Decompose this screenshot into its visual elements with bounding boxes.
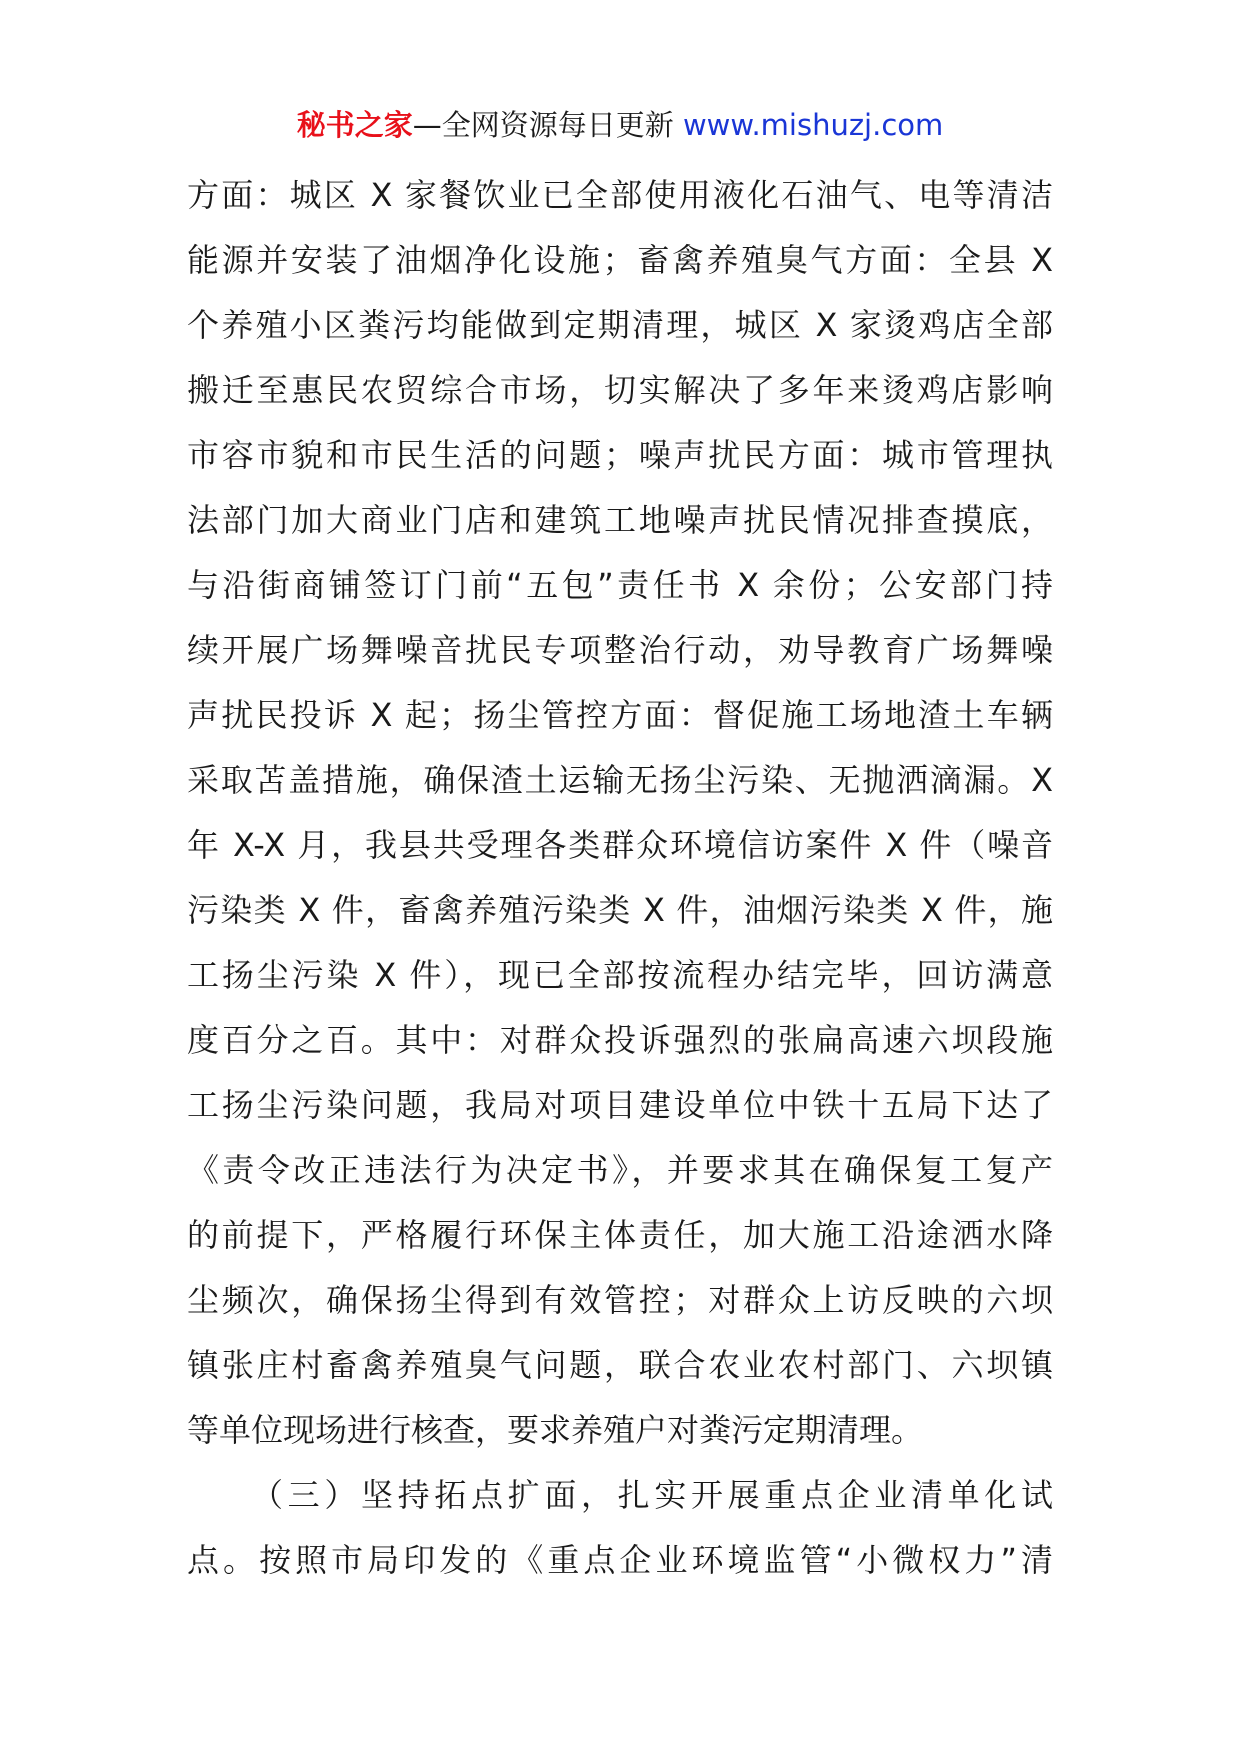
document-body (187, 163, 1053, 1593)
text-line: 方面：城区 X 家餐饮业已全部使用液化石油气、电等清洁 (187, 176, 1053, 214)
text-line: 法部门加大商业门店和建筑工地噪声扰民情况排查摸底， (187, 501, 1053, 539)
text-line: 搬迁至惠民农贸综合市场，切实解决了多年来烫鸡店影响 (187, 371, 1053, 409)
text-line: 等单位现场进行核查，要求养殖户对粪污定期清理。 (187, 1411, 924, 1449)
paragraph-2 (187, 1463, 1053, 1593)
section-heading-line: （三）坚持拓点扩面，扎实开展重点企业清单化试 (251, 1476, 1053, 1514)
text-line: 年 X-X 月，我县共受理各类群众环境信访案件 X 件（噪音 (187, 826, 1053, 864)
text-line: 能源并安装了油烟净化设施；畜禽养殖臭气方面：全县 X (187, 241, 1053, 279)
site-header (0, 100, 1240, 150)
text-line: 续开展广场舞噪音扰民专项整治行动，劝导教育广场舞噪 (187, 631, 1053, 669)
text-line: 个养殖小区粪污均能做到定期清理，城区 X 家烫鸡店全部 (187, 306, 1053, 344)
text-line: 污染类 X 件，畜禽养殖污染类 X 件，油烟污染类 X 件，施 (187, 891, 1053, 929)
text-line: 《责令改正违法行为决定书》，并要求其在确保复工复产 (187, 1151, 1053, 1189)
text-line: 声扰民投诉 X 起；扬尘管控方面：督促施工场地渣土车辆 (187, 696, 1053, 734)
paragraph-1 (187, 163, 1053, 1463)
text-line: 工扬尘污染 X 件），现已全部按流程办结完毕，回访满意 (187, 956, 1053, 994)
text-line: 镇张庄村畜禽养殖臭气问题，联合农业农村部门、六坝镇 (187, 1346, 1053, 1384)
text-line: 尘频次，确保扬尘得到有效管控；对群众上访反映的六坝 (187, 1281, 1053, 1319)
text-line: 工扬尘污染问题，我局对项目建设单位中铁十五局下达了 (187, 1086, 1053, 1124)
text-line: 与沿街商铺签订门前“五包”责任书 X 余份；公安部门持 (187, 566, 1053, 604)
site-url[interactable]: www.mishuzj.com (682, 108, 944, 142)
text-line: 的前提下，严格履行环保主体责任，加大施工沿途洒水降 (187, 1216, 1053, 1254)
text-line: 度百分之百。其中：对群众投诉强烈的张扁高速六坝段施 (187, 1021, 1053, 1059)
site-brand: 秘书之家 (296, 108, 413, 142)
site-tagline: —全网资源每日更新 (412, 108, 683, 142)
text-line: 点。按照市局印发的《重点企业环境监管“小微权力”清 (187, 1541, 1053, 1579)
text-line: 采取苫盖措施，确保渣土运输无扬尘污染、无抛洒滴漏。X (187, 761, 1053, 799)
text-line: 市容市貌和市民生活的问题；噪声扰民方面：城市管理执 (187, 436, 1053, 474)
